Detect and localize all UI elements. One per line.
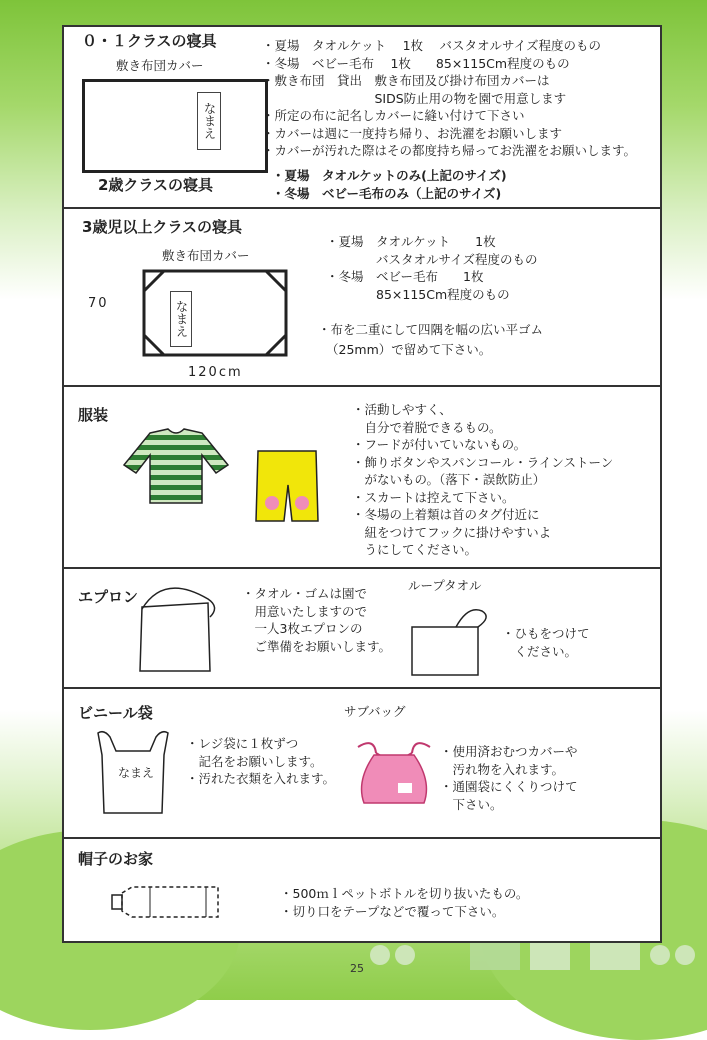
- dimension-width: 120cm: [188, 365, 243, 380]
- text-line: がないもの。（落下・誤飲防止）: [352, 472, 546, 487]
- section-title: 服装: [78, 406, 109, 424]
- loop-towel-text: [502, 625, 590, 660]
- text-line: ・夏場 タオルケット 1枚 バスタオルサイズ程度のもの: [262, 38, 602, 53]
- loop-towel-label: ループタオル: [408, 578, 482, 593]
- text-line: ・フードが付いていないもの。: [352, 437, 527, 452]
- section-hat-house: [64, 837, 660, 941]
- bag-name-label: なまえ: [118, 766, 155, 780]
- text-line: ・夏場 タオルケット 1枚: [326, 234, 496, 249]
- elastic-note-2: （25mm）で留めて下さい。: [326, 342, 492, 357]
- text-line: 記名をお願いします。: [186, 753, 323, 769]
- text-line: SIDS防止用の物を園で用意します: [262, 90, 567, 106]
- futon-cover-diagram: [82, 79, 268, 173]
- section-title-2yr: 2歳クラスの寝具: [98, 176, 213, 194]
- pet-bottle-illustration: [110, 883, 224, 923]
- section-clothing: [64, 385, 660, 569]
- section-3yr-bedding: [64, 207, 660, 387]
- apron-text: [242, 585, 391, 655]
- text-line: ください。: [502, 643, 578, 659]
- text-line: ・冬場の上着類は首のタグ付近に: [352, 507, 540, 522]
- text-line: ・カバーは週に一度持ち帰り、お洗濯をお願いします: [262, 125, 563, 141]
- text-line: ・汚れた衣類を入れます。: [186, 771, 336, 786]
- infant-bedding-text: [262, 37, 636, 160]
- content-panel: [62, 25, 662, 943]
- text-line: ・通園袋にくくりつけて: [440, 779, 578, 794]
- text-line: ・活動しやすく、: [352, 402, 452, 417]
- section-title: エプロン: [78, 588, 139, 606]
- section-title: 帽子のお家: [78, 850, 154, 868]
- loop-towel-illustration: [408, 599, 508, 681]
- dimension-height: 70: [88, 296, 109, 311]
- apron-illustration: [134, 579, 224, 675]
- text-line: 一人3枚エプロンの: [242, 621, 363, 636]
- text-line: 自分で着脱できるもの。: [352, 419, 502, 435]
- name-tag: なまえ: [197, 92, 221, 150]
- text-line: ・カバーが汚れた際はその都度持ち帰ってお洗濯をお願いします。: [262, 143, 637, 158]
- text-line: ・タオル・ゴムは園で: [242, 586, 368, 601]
- text-line: バスタオルサイズ程度のもの: [326, 251, 538, 267]
- section-title: ０・１クラスの寝具: [82, 32, 217, 50]
- bedding-size-text: [326, 233, 538, 303]
- text-line: ・レジ袋に１枚ずつ: [186, 736, 299, 751]
- text-line: ・使用済おむつカバーや: [440, 744, 578, 759]
- text-line: ・500ｍｌペットボトルを切り抜いたもの。: [280, 886, 529, 901]
- text-line: ・冬場 ベビー毛布 1枚 85×115Cm程度のもの: [262, 55, 570, 71]
- futon-cover-elastic-diagram: [142, 269, 290, 359]
- hat-house-text: [280, 885, 528, 920]
- elastic-note-1: ・布を二重にして四隅を幅の広い平ゴム: [318, 322, 544, 337]
- plastic-bag-text: [186, 735, 335, 788]
- section-infant-bedding: [64, 27, 660, 209]
- sub-bag-label: サブバッグ: [344, 704, 406, 719]
- text-line: ・夏場 タオルケットのみ(上記のサイズ): [272, 168, 507, 183]
- yellow-pants-illustration: [252, 447, 322, 529]
- section-title: ビニール袋: [78, 704, 153, 722]
- text-line: 汚れ物を入れます。: [440, 761, 565, 777]
- name-tag: なまえ: [170, 291, 192, 347]
- cover-label: 敷き布団カバー: [116, 58, 204, 73]
- section-title: 3歳児以上クラスの寝具: [82, 218, 242, 236]
- text-line: ご準備をお願いします。: [242, 638, 392, 654]
- sub-bag-illustration: [354, 731, 434, 807]
- text-line: ・敷き布団 貸出 敷き布団及び掛け布団カバーは: [262, 73, 550, 88]
- text-line: 下さい。: [440, 796, 503, 812]
- text-line: 85×115Cm程度のもの: [326, 286, 510, 302]
- text-line: ・スカートは控えて下さい。: [352, 489, 515, 505]
- section-apron: [64, 567, 660, 689]
- clothing-text: [352, 401, 613, 559]
- text-line: ・切り口をテープなどで覆って下さい。: [280, 903, 505, 919]
- two-year-bedding-text: [272, 167, 507, 202]
- cover-label: 敷き布団カバー: [162, 248, 250, 263]
- text-line: ・冬場 ベビー毛布のみ（上記のサイズ): [272, 185, 502, 201]
- text-line: ・飾りボタンやスパンコール・ラインストーン: [352, 454, 614, 470]
- text-line: うにしてください。: [352, 542, 478, 557]
- text-line: 紐をつけてフックに掛けやすいよ: [352, 524, 552, 540]
- section-plastic-bag: [64, 687, 660, 839]
- text-line: ・ひもをつけて: [502, 626, 590, 641]
- text-line: ・冬場 ベビー毛布 1枚: [326, 269, 484, 284]
- text-line: ・所定の布に記名しカバーに縫い付けて下さい: [262, 108, 525, 123]
- sub-bag-text: [440, 743, 578, 813]
- striped-shirt-illustration: [120, 425, 232, 507]
- text-line: 用意いたしますので: [242, 603, 368, 619]
- page-number: 25: [350, 962, 364, 975]
